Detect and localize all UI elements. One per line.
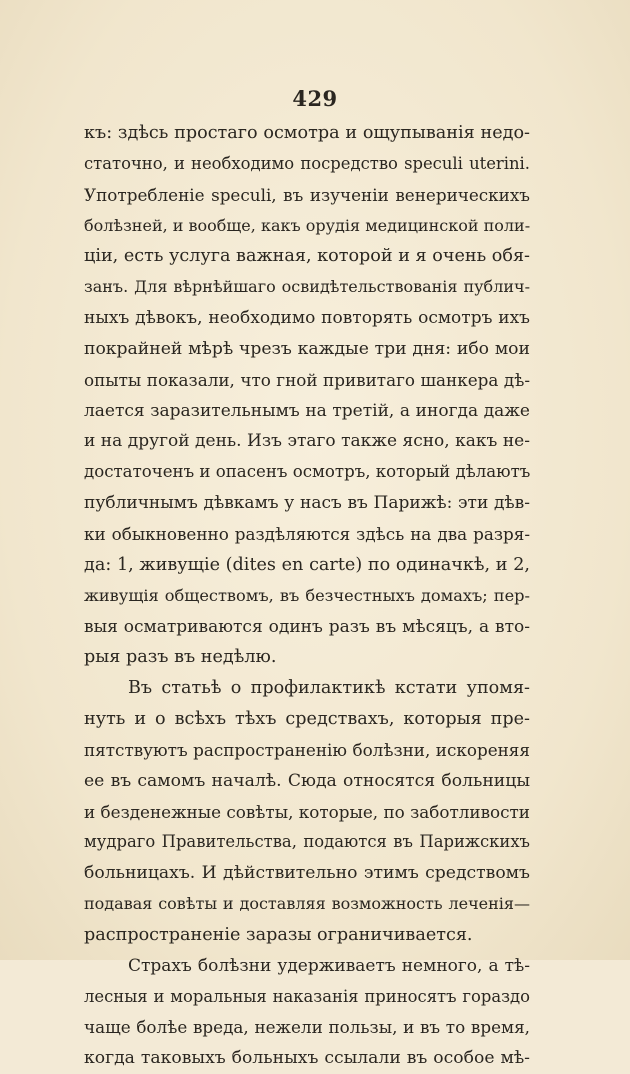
text-line: ныхъ дѣвокъ, необходимо повторять осмотръ ихъ (84, 308, 530, 329)
text-line: лесныя и моральныя наказанія приносятъ гораздо (84, 986, 530, 1006)
text-line: мудраго Правительства, подаются въ Парижскихъ (84, 832, 530, 852)
text-line: нуть и о всѣхъ тѣхъ средствахъ, которыя пре- (84, 709, 530, 730)
text-line: и безденежные совѣты, которые, по заботливости (84, 801, 530, 822)
text-line: когда таковыхъ больныхъ ссылали въ особое мѣ- (84, 1048, 530, 1069)
text-line: Употребленіе speculi, въ изученіи венерическихъ (84, 184, 530, 205)
paragraph-start-line: Страхъ болѣзни удерживаетъ немного, а тѣ- (128, 955, 530, 976)
text-line: и на другой день. Изъ этаго также ясно, какъ не- (84, 431, 530, 452)
text-line: статочно, и необходимо посредство speculi uterini. (84, 153, 530, 173)
page-number: 429 (292, 86, 338, 111)
text-line: занъ. Для вѣрнѣйшаго освидѣтельствованія публич- (84, 277, 530, 297)
paragraph-start-line: Въ статьѣ о профилактикѣ кстати упомя- (128, 678, 530, 699)
text-line: лается заразительнымъ на третій, а иногда даже (84, 400, 530, 421)
text-line: опыты показали, что гной привитаго шанкера дѣ- (84, 369, 530, 390)
text-line: рыя разъ въ недѣлю. (84, 647, 277, 668)
text-line: распространеніе заразы ограничивается. (84, 924, 473, 945)
text-line: ее въ самомъ началѣ. Сюда относятся больницы (84, 770, 530, 791)
body-text (84, 118, 530, 1074)
text-line: подавая совѣты и доставляя возможность леченія— (84, 894, 530, 914)
text-line: живущія обществомъ, въ безчестныхъ домахъ; пер- (84, 585, 530, 605)
text-line: къ: здѣсь простаго осмотра и ощупыванія недо- (84, 123, 530, 143)
text-line: выя осматриваются одинъ разъ въ мѣсяцъ, а вто- (84, 616, 530, 637)
text-line: болѣзней, и вообще, какъ орудія медицинской поли- (84, 215, 530, 235)
text-line: пятствуютъ распространенію болѣзни, искореняя (84, 739, 530, 760)
text-line: ціи, есть услуга важная, которой и я очень обя- (84, 246, 530, 267)
text-line: публичнымъ дѣвкамъ у насъ въ Парижѣ: эти дѣв- (84, 493, 530, 514)
text-line: да: 1, живущіе (dites en carte) по одиначкѣ, и 2, (84, 554, 530, 575)
text-line: чаще болѣе вреда, нежели пользы, и въ то время, (84, 1017, 530, 1038)
text-line: достаточенъ и опасенъ осмотръ, который дѣлаютъ (84, 462, 530, 482)
text-line: покрайней мѣрѣ чрезъ каждые три дня: ибо мои (84, 338, 530, 359)
text-line: больницахъ. И дѣйствительно этимъ средствомъ (84, 863, 530, 884)
text-line: ки обыкновенно раздѣляются здѣсь на два разря- (84, 523, 530, 544)
